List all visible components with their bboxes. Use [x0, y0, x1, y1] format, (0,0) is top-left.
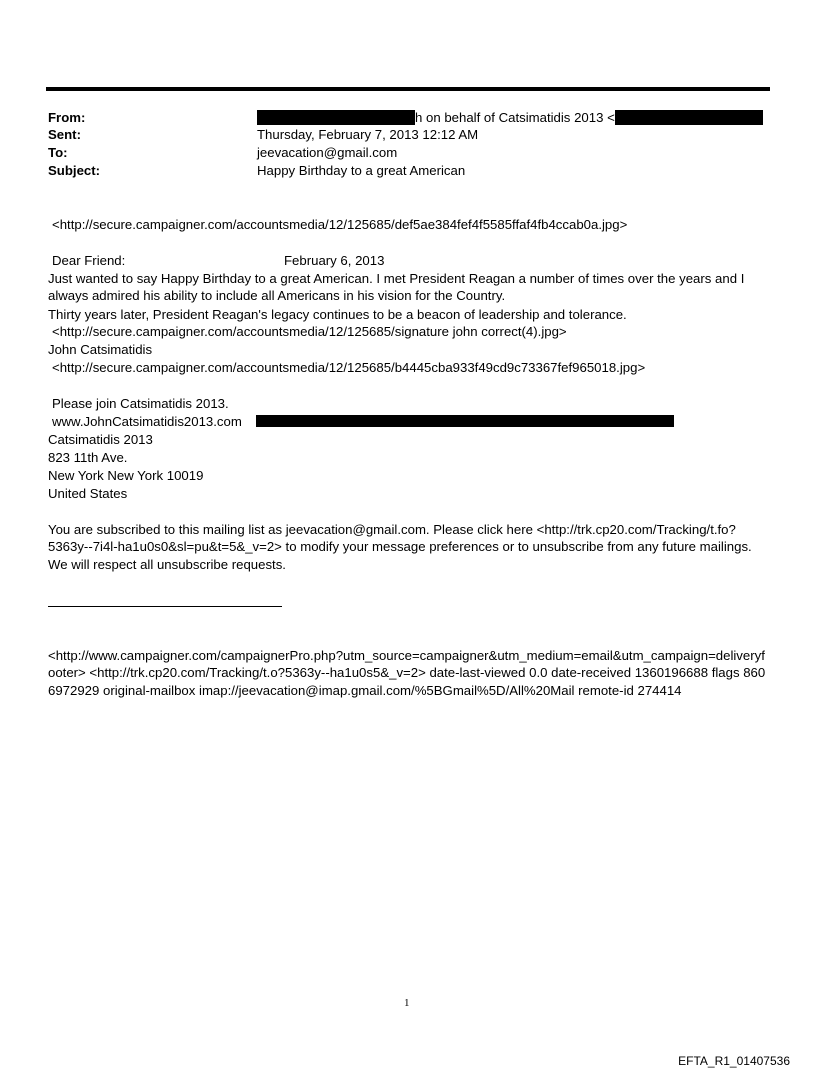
- join-line: Please join Catsimatidis 2013.: [52, 396, 229, 411]
- from-label: From:: [48, 110, 86, 125]
- country: United States: [48, 486, 128, 501]
- footer-separator: [48, 606, 282, 607]
- sent-label: Sent:: [48, 127, 81, 142]
- redaction-bar: [256, 415, 674, 427]
- signer-name: John Catsimatidis: [48, 342, 153, 357]
- paragraph-1: Just wanted to say Happy Birthday to a great American. I met President Reagan a number of times over the years and I always admired his ability to include all Americans in his vision for the Country.: [48, 271, 745, 304]
- paragraph-2: Thirty years later, President Reagan's legacy continues to be a beacon of leadership and tolerance.: [48, 307, 627, 322]
- redaction-bar: [257, 110, 415, 125]
- subject-value: Happy Birthday to a great American: [257, 163, 466, 178]
- document-stamp: EFTA_R1_01407536: [678, 1054, 790, 1068]
- to-label: To:: [48, 145, 68, 160]
- footer-metadata: <http://www.campaigner.com/campaignerPro.php?utm_source=campaigner&utm_medium=email&utm_campaign=deliveryfooter> <http://trk.cp20.com/Tracking/t.o?5363y--ha1u0s5&_v=2> date-last-viewed 0.0 date-received 1360196688 flags 8606972929 original-mailbox imap://jeevacation@imap.gmail.com/%5BGmail%5D/All%20Mail remote-id 274414: [48, 648, 766, 698]
- subject-label: Subject:: [48, 163, 101, 178]
- from-value: [257, 109, 763, 126]
- address-line-2: New York New York 10019: [48, 468, 204, 483]
- website-link[interactable]: www.JohnCatsimatidis2013.com: [52, 414, 242, 429]
- page-number: 1: [404, 997, 410, 1009]
- header-rule: [46, 87, 770, 91]
- org-name: Catsimatidis 2013: [48, 432, 153, 447]
- greeting: Dear Friend:: [52, 253, 126, 268]
- letter-date: February 6, 2013: [284, 253, 385, 268]
- image-link-1[interactable]: <http://secure.campaigner.com/accountsmedia/12/125685/def5ae384fef4f5585ffaf4fb4ccab0a.jpg>: [52, 217, 628, 232]
- subscription-notice: You are subscribed to this mailing list as jeevacation@gmail.com. Please click here <http://trk.cp20.com/Tracking/t.fo?5363y--7i4l-ha1u0s0&sl=pu&t=5&_v=2> to modify your message preferences or to unsubscribe from any future mailings. We will respect all unsubscribe requests.: [48, 522, 752, 572]
- to-value[interactable]: jeevacation@gmail.com: [257, 145, 398, 160]
- image-link-2[interactable]: <http://secure.campaigner.com/accountsmedia/12/125685/b4445cba933f49cd9c73367fef965018.jpg>: [52, 360, 646, 375]
- address-line-1: 823 11th Ave.: [48, 450, 128, 465]
- signature-link[interactable]: <http://secure.campaigner.com/accountsmedia/12/125685/signature john correct(4).jpg>: [52, 324, 567, 339]
- from-text: h on behalf of Catsimatidis 2013 <: [415, 110, 615, 125]
- redaction-bar: [615, 110, 763, 125]
- sent-value: Thursday, February 7, 2013 12:12 AM: [257, 127, 479, 142]
- website-line: [52, 413, 772, 430]
